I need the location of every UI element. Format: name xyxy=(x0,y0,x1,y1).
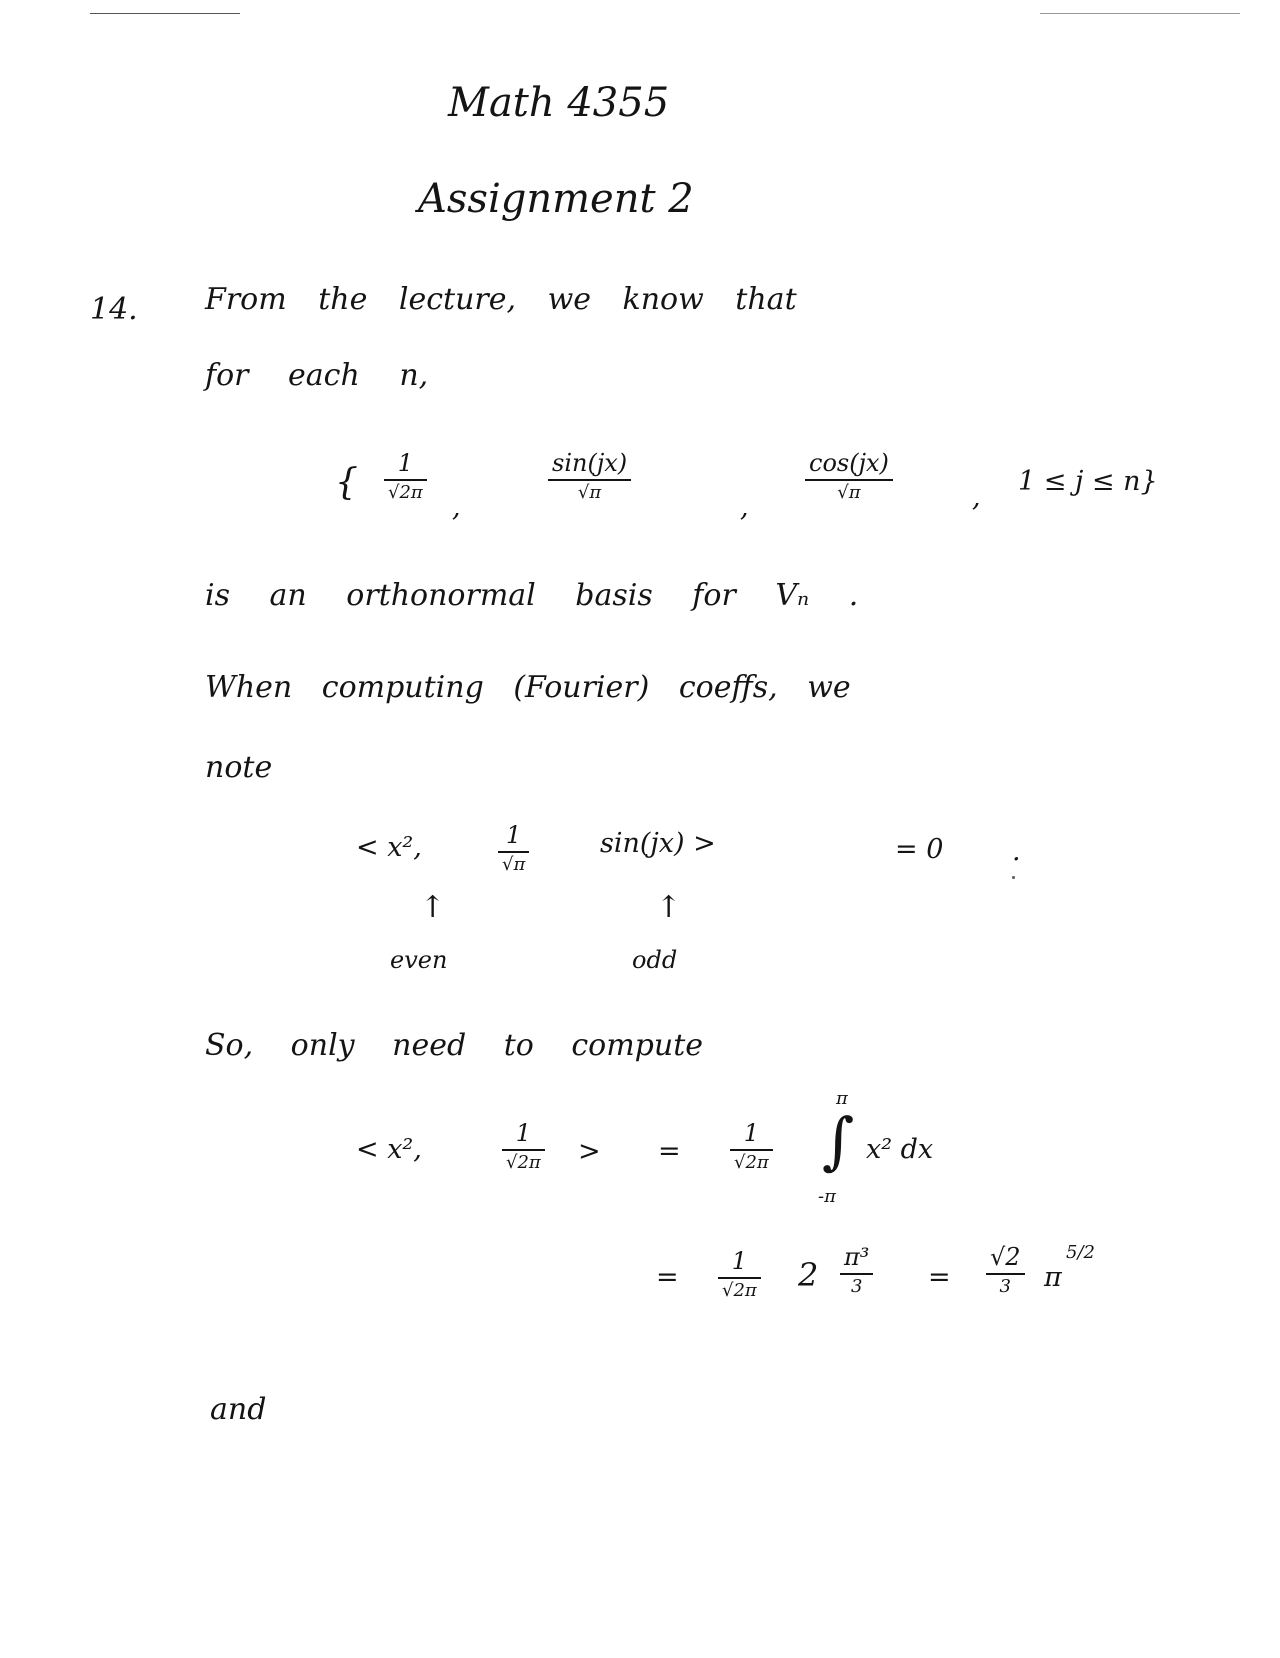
denominator: √π xyxy=(502,853,526,875)
equals-sign: = xyxy=(658,1136,681,1167)
integral-lower-limit: -π xyxy=(818,1186,836,1207)
arrow-up-icon: ↑ xyxy=(420,890,446,925)
top-rule-left xyxy=(90,13,240,14)
inner-product-2-left: < x², xyxy=(356,1134,422,1165)
comma: , xyxy=(452,492,461,523)
denominator: 3 xyxy=(999,1275,1011,1297)
note-line: note xyxy=(205,750,273,785)
and-line: and xyxy=(210,1392,267,1427)
integral-coefficient xyxy=(730,1120,773,1173)
intro-line-2: for each n, xyxy=(205,358,429,393)
result-factor-two: 2 xyxy=(798,1256,819,1294)
numerator: sin(jx) xyxy=(552,449,628,477)
numerator: 1 xyxy=(515,1119,532,1147)
computing-line: When computing (Fourier) coeffs, we xyxy=(205,670,851,705)
result-coefficient xyxy=(718,1248,761,1301)
denominator: √2π xyxy=(722,1279,757,1301)
numerator: cos(jx) xyxy=(809,449,889,477)
scan-speck xyxy=(1012,876,1015,879)
numerator: 1 xyxy=(397,449,414,477)
orthonormal-statement: is an orthonormal basis for Vₙ . xyxy=(205,578,859,613)
intro-line-1: From the lecture, we know that xyxy=(205,282,797,317)
denominator: √2π xyxy=(506,1151,541,1173)
basis-frac-cos xyxy=(805,450,893,503)
sentence-period: . xyxy=(1012,836,1021,867)
even-label: even xyxy=(390,946,448,974)
inner-product-left: < x², xyxy=(356,832,422,863)
inner-product-frac xyxy=(498,822,529,875)
denominator: √π xyxy=(577,481,602,503)
integral-sign: ∫ xyxy=(822,1104,855,1177)
comma: , xyxy=(740,492,749,523)
basis-open-brace: { xyxy=(335,462,358,503)
denominator: √2π xyxy=(734,1151,769,1173)
result-equals-1: = xyxy=(656,1262,679,1293)
arrow-up-icon: ↑ xyxy=(656,890,682,925)
numerator: π³ xyxy=(844,1243,870,1271)
inner-product-right: sin(jx) > xyxy=(600,828,716,859)
comma: , xyxy=(972,482,981,513)
problem-number: 14. xyxy=(90,292,138,327)
basis-frac-const xyxy=(384,450,427,503)
result-pi-exponent: 5/2 xyxy=(1066,1242,1095,1263)
result-pi-cubed-over-3 xyxy=(840,1244,873,1297)
compute-line: So, only need to compute xyxy=(205,1028,704,1063)
inner-product-2-frac xyxy=(502,1120,545,1173)
result-equals-2: = xyxy=(928,1262,951,1293)
denominator: 3 xyxy=(850,1275,863,1297)
denominator: √π xyxy=(837,481,861,503)
integral-upper-limit: π xyxy=(836,1088,848,1109)
course-title: Math 4355 xyxy=(448,80,670,126)
numerator: 1 xyxy=(731,1247,748,1275)
basis-frac-sin xyxy=(548,450,631,503)
numerator: 1 xyxy=(743,1119,760,1147)
basis-condition: 1 ≤ j ≤ n} xyxy=(1018,466,1158,497)
assignment-title: Assignment 2 xyxy=(418,176,694,222)
numerator: 1 xyxy=(506,821,522,849)
odd-label: odd xyxy=(632,946,678,974)
integrand: x² dx xyxy=(866,1134,934,1165)
result-final-fraction xyxy=(986,1244,1025,1297)
numerator: √2 xyxy=(990,1243,1021,1271)
inner-product-equals-zero: = 0 xyxy=(895,834,944,865)
result-pi-base: π xyxy=(1044,1262,1062,1293)
denominator: √2π xyxy=(388,481,423,503)
inner-product-2-close: > xyxy=(578,1136,601,1167)
top-rule-right xyxy=(1040,13,1240,14)
